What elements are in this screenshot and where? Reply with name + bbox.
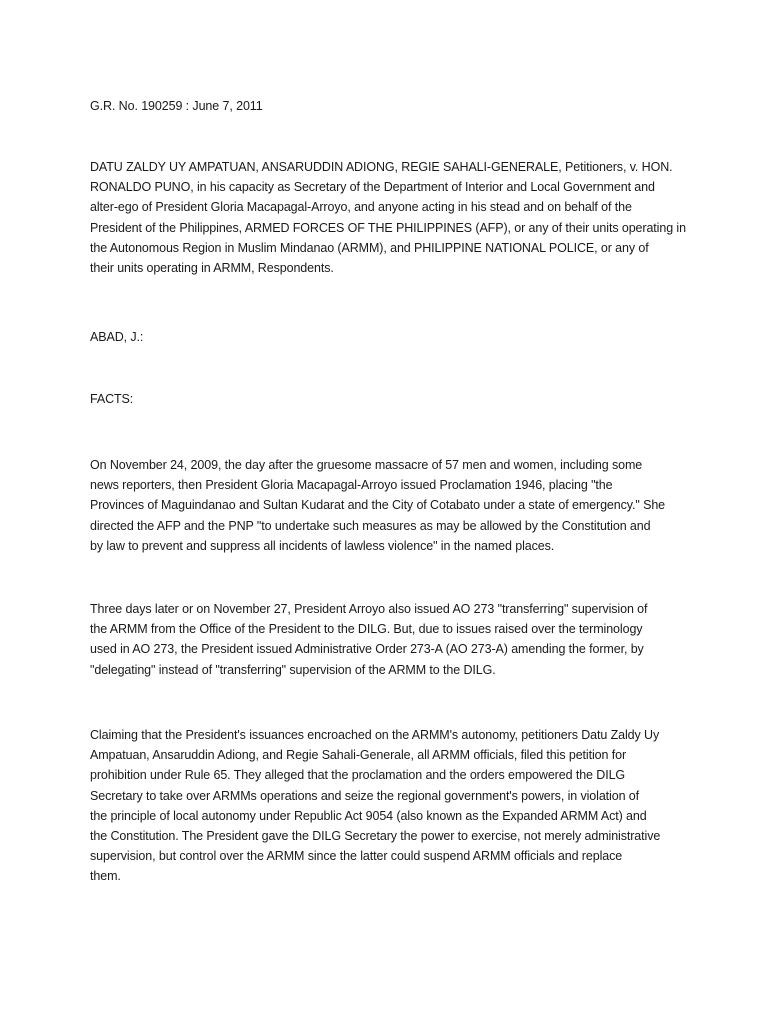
facts-paragraph: Three days later or on November 27, President Arroyo also issued AO 273 "transferring" supervision of the ARMM from the Office of the President to the DILG. But, due to issues raised over the terminology used in AO 273, the President issued Administrative Order 273-A (AO 273-A) amending the former, by "delegating" instead of "transferring" supervision of the ARMM to the DILG. [90, 602, 648, 677]
facts-heading: FACTS: [90, 392, 134, 406]
facts-paragraph: Claiming that the President's issuances encroached on the ARMM's autonomy, petitioners Datu Zaldy Uy Ampatuan, Ansaruddin Adiong, and Regie Sahali-Generale, all ARMM officials, filed this petition for prohibition under Rule 65. They alleged that the proclamation and the orders empowered the DILG Secretary to take over ARMMs operations and seize the regional government's powers, in violation of the principle of local autonomy under Republic Act 9054 (also known as the Expanded ARMM Act) and the Constitution. The President gave the DILG Secretary the power to exercise, not merely administrative supervision, but control over the ARMM since the latter could suspend ARMM officials and replace them. [90, 728, 661, 884]
ponente: ABAD, J.: [90, 330, 144, 344]
case-citation: G.R. No. 190259 : June 7, 2011 [90, 99, 263, 113]
facts-paragraph: On November 24, 2009, the day after the gruesome massacre of 57 men and women, including some news reporters, then President Gloria Macapagal-Arroyo issued Proclamation 1946, placing "the Provinces of Maguindanao and Sultan Kudarat and the City of Cotabato under a state of emergency." She directed the AFP and the PNP "to undertake such measures as may be allowed by the Constitution and by law to prevent and suppress all incidents of lawless violence" in the named places. [90, 458, 666, 553]
case-parties: DATU ZALDY UY AMPATUAN, ANSARUDDIN ADIONG, REGIE SAHALI-GENERALE, Petitioners, v. HON. RONALDO PUNO, in his capacity as Secretary of the Department of Interior and Local Government and alter-ego of President Gloria Macapagal-Arroyo, and anyone acting in his stead and on behalf of the President of the Philippines, ARMED FORCES OF THE PHILIPPINES (AFP), or any of their units operating in the Autonomous Region in Muslim Mindanao (ARMM), and PHILIPPINE NATIONAL POLICE, or any of their units operating in ARMM, Respondents. [90, 160, 686, 276]
